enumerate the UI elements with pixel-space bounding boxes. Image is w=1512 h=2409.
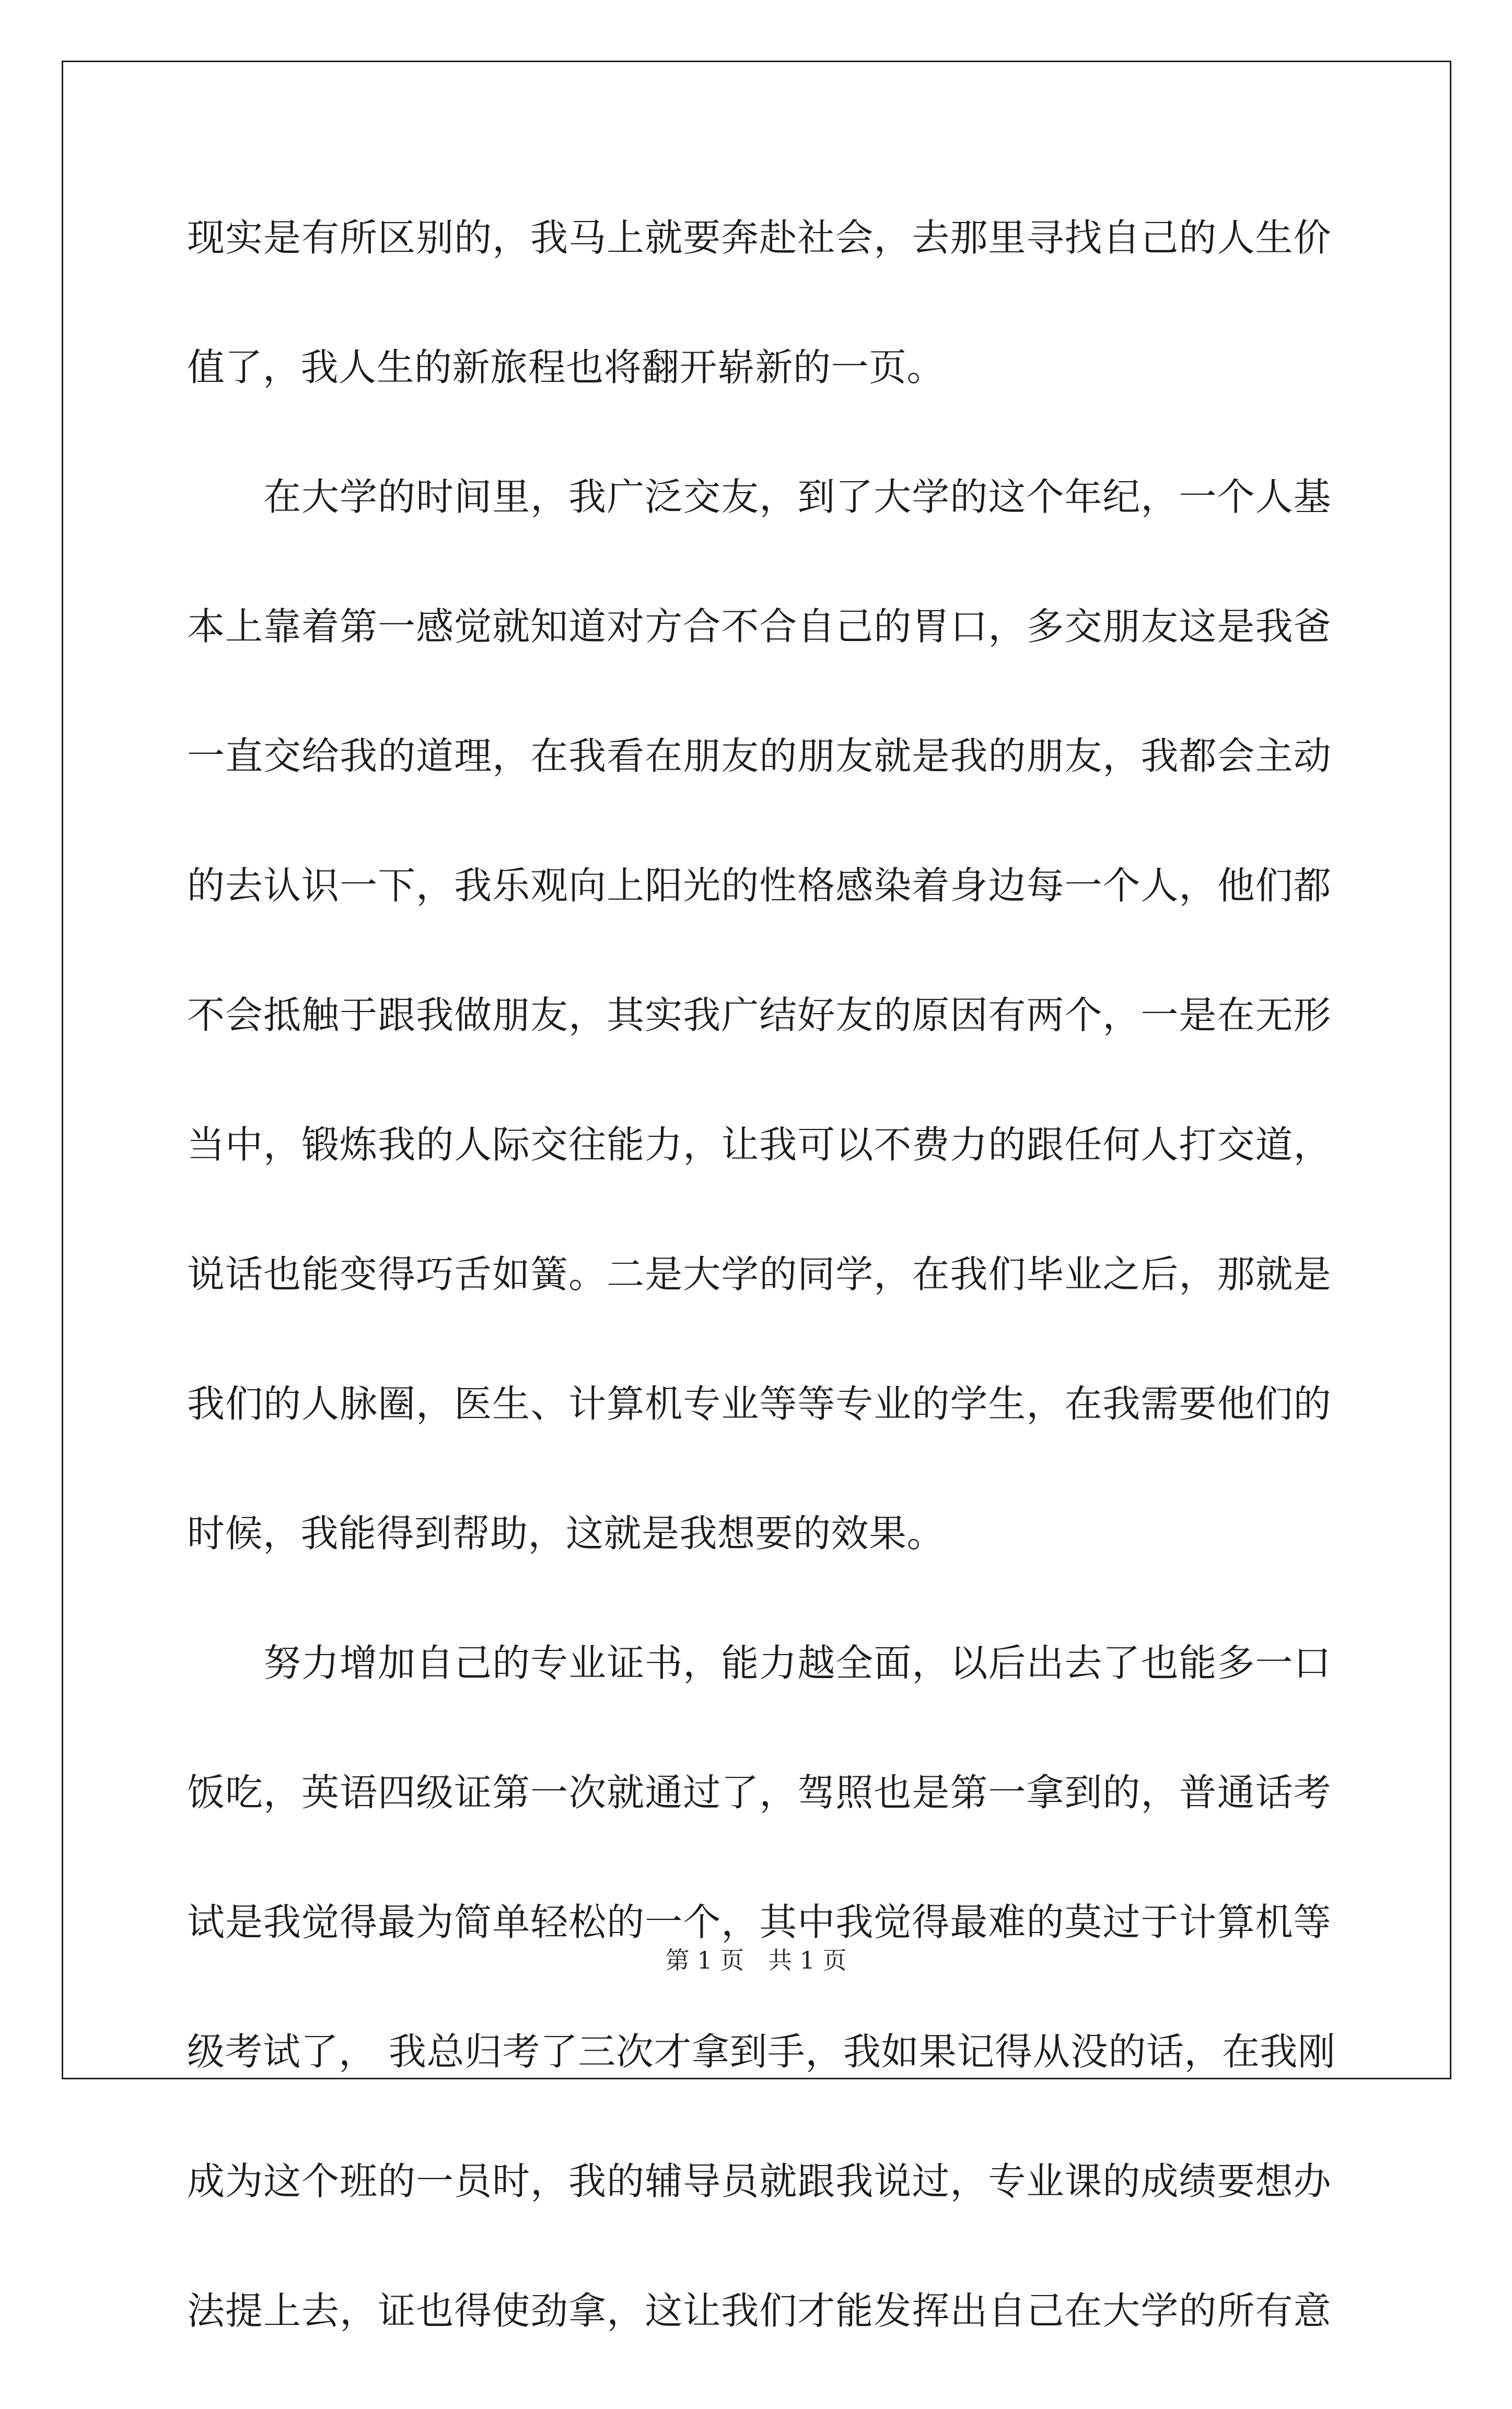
body-line: 饭吃，英语四级证第一次就通过了，驾照也是第一拿到的，普通话考 <box>187 1771 1331 1814</box>
paragraph-first-line: 努力增加自己的专业证书，能力越全面，以后出去了也能多一口 <box>263 1641 1331 1685</box>
body-line: 当中，锻炼我的人际交往能力，让我可以不费力的跟任何人打交道， <box>187 1123 1331 1167</box>
body-line: 级考试了， 我总归考了三次才拿到手，我如果记得从没的话，在我刚 <box>187 2030 1336 2074</box>
paragraph-first-line: 在大学的时间里，我广泛交友，到了大学的这个年纪，一个人基 <box>263 475 1331 519</box>
body-line: 不会抵触于跟我做朋友，其实我广结好友的原因有两个，一是在无形 <box>187 993 1331 1037</box>
body-line: 试是我觉得最为简单轻松的一个，其中我觉得最难的莫过于计算机等 <box>187 1900 1331 1944</box>
body-line: 的去认识一下，我乐观向上阳光的性格感染着身边每一个人，他们都 <box>187 864 1331 907</box>
body-line: 我们的人脉圈，医生、计算机专业等等专业的学生，在我需要他们的 <box>187 1382 1331 1426</box>
body-line: 说话也能变得巧舌如簧。二是大学的同学，在我们毕业之后，那就是 <box>187 1252 1331 1296</box>
body-line: 一直交给我的道理，在我看在朋友的朋友就是我的朋友，我都会主动 <box>187 734 1331 778</box>
page-number-footer: 第 1 页 共 1 页 <box>665 1946 847 1974</box>
body-line: 本上靠着第一感觉就知道对方合不合自己的胃口，多交朋友这是我爸 <box>187 604 1331 648</box>
body-line: 值了，我人生的新旅程也将翻开崭新的一页。 <box>187 345 945 389</box>
body-line: 成为这个班的一员时，我的辅导员就跟我说过，专业课的成绩要想办 <box>187 2159 1331 2203</box>
document-body <box>187 206 1336 2409</box>
body-line: 法提上去，证也得使劲拿，这让我们才能发挥出自己在大学的所有意 <box>187 2289 1331 2333</box>
body-line: 时候，我能得到帮助，这就是我想要的效果。 <box>187 1511 945 1555</box>
body-line: 现实是有所区别的，我马上就要奔赴社会，去那里寻找自己的人生价 <box>187 216 1331 260</box>
